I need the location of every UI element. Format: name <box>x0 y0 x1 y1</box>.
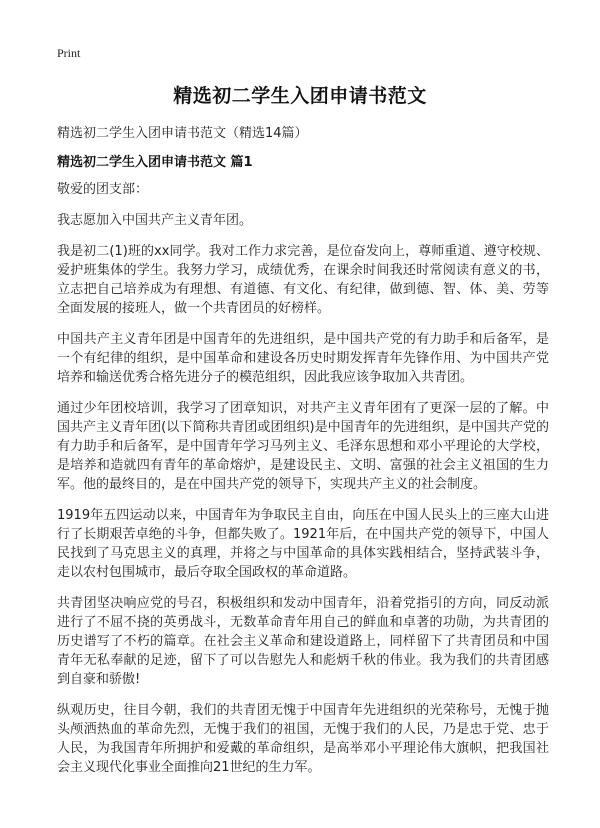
paragraph-intent: 我志愿加入中国共产主义青年团。 <box>57 213 253 228</box>
paragraph-self-intro: 我是初二(1)班的xx同学。我对工作力求完善，是位奋发向上，尊师重道、遵守校规、爱护班集体的学生。我努力学习，成绩优秀，在课余时间我还时常阅读有意义的书，立志把自己培养成为有理想、有道德、有文化、有纪律，做到德、智、体、美、劳等全面发展的接班人，做一个共青团员的好榜样。 <box>57 244 549 316</box>
document-title: 精选初二学生入团申请书范文 <box>173 85 427 107</box>
paragraph-history: 1919年五四运动以来，中国青年为争取民主自由，向压在中国人民头上的三座大山进行了长期艰苦卓绝的斗争，但都失败了。1921年后，在中国共产党的领导下，中国人民找到了马克思主义的真理，并将之与中国革命的具体实践相结合，坚持武装斗争，走以农村包围城市，最后夺取全国政权的革命道路。 <box>57 508 549 580</box>
document-subtitle: 精选初二学生入团申请书范文（精选14篇） <box>57 126 308 141</box>
paragraph-salutation: 敬爱的团支部： <box>57 182 149 197</box>
paragraph-league-description: 中国共产主义青年团是中国青年的先进组织，是中国共产党的有力助手和后备军，是一个有纪律的组织，是中国革命和建设各历史时期发挥青年先锋作用、为中国共产党培养和输送优秀合格先进分子的模范组织，因此我应该争取加入共青团。 <box>57 332 549 385</box>
paragraph-training: 通过少年团校培训，我学习了团章知识，对共产主义青年团有了更深一层的了解。中国共产主义青年团(以下简称共青团或团组织)是中国青年的先进组织，是中国共产党的有力助手和后备军，是中国青年学习马列主义、毛泽东思想和邓小平理论的大学校，是培养和造就四有青年的革命熔炉，是建设民主、文明、富强的社会主义祖国的生力军。他的最终目的，是在中国共产党的领导下，实现共产主义的社会制度。 <box>57 401 549 492</box>
paragraph-league-achievements: 共青团坚决响应党的号召，积极组织和发动中国青年，沿着党指引的方向，同反动派进行了不屈不挠的英勇战斗，无数革命青年用自己的鲜血和卓著的功勋，为共青团的历史谱写了不朽的篇章。在社会主义革命和建设道路上，同样留下了共青团员和中国青年无私奉献的足迹，留下了可以告慰先人和彪炳千秋的伟业。我为我们的共青团感到自豪和骄傲! <box>57 596 549 687</box>
document-body <box>57 180 549 789</box>
print-link[interactable]: Print <box>57 46 81 60</box>
paragraph-conclusion: 纵观历史，往目今朝，我们的共青团无愧于中国青年先进组织的光荣称号，无愧于抛头颅洒热血的革命先烈，无愧于我们的祖国，无愧于我们的人民，乃是忠于党、忠于人民，为我国青年所拥护和爱戴的革命组织，是高举邓小平理论伟大旗帜，把我国社会主义现代化事业全面推向21世纪的生力军。 <box>57 703 549 775</box>
section-heading: 精选初二学生入团申请书范文 篇1 <box>57 155 253 170</box>
